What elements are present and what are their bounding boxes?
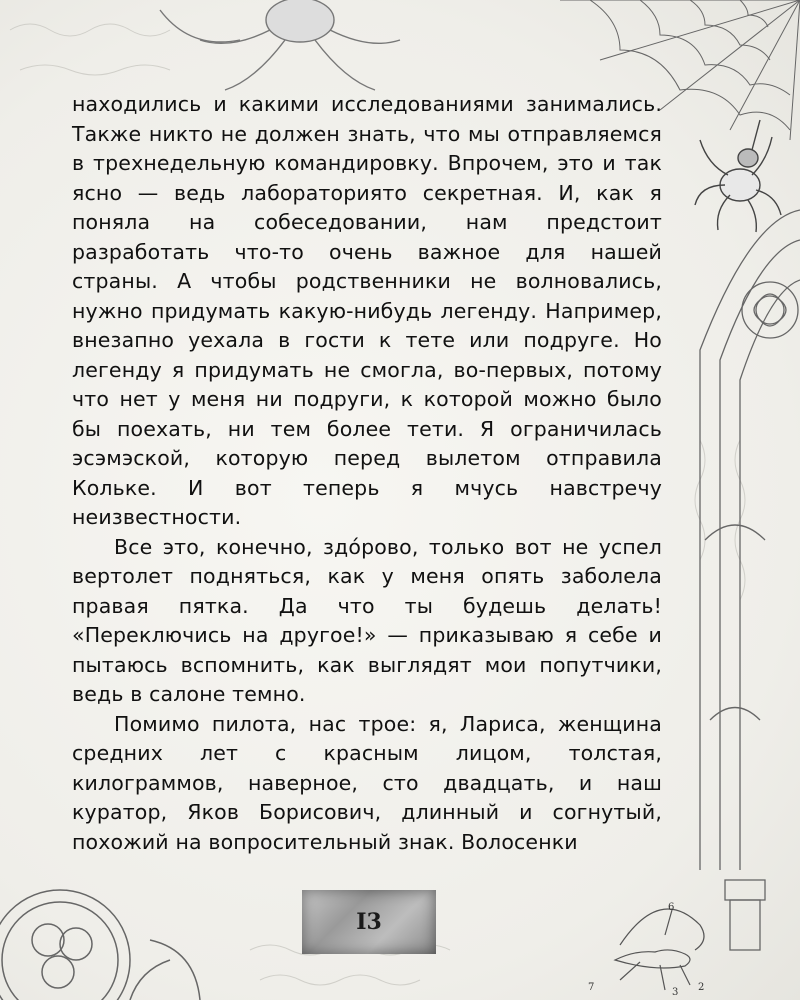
gothic-window-icon	[700, 210, 800, 950]
paragraph-3: Помимо пилота, нас трое: я, Лариса, женщина средних лет с красным лицом, толстая, килограммов, наверное, сто двадцать, и наш куратор, Яков Борисович, длинный и согнутый, похожий на вопросительный знак. Волосенки	[72, 711, 662, 854]
paragraph-1: находились и какими исследованиями занимались. Также никто не должен знать, что мы отправляемся в трехнедельную командировку. Впрочем, это и так ясно — ведь лабораториято секретная. И, как я поняла на собеседовании, нам предстоит разработать что-то очень важное для нашей страны. А чтобы родственники не волновались, нужно придумать какую-нибудь легенду. Например, внезапно уехала в гости к тете или подруге. Но легенду я придумать не смогла, во-первых, потому что нет у меня ни подруги, к которой можно было бы поехать, ни тем более тети. Я ограничилась эсэмэской, которую перед вылетом отправила Кольке. И вот теперь я мчусь навстречу неизвестности.	[72, 92, 662, 529]
top-spider-icon	[160, 0, 400, 90]
page-number: I3	[356, 909, 382, 935]
page-number-badge	[302, 890, 436, 954]
hanging-spider-icon	[695, 120, 781, 232]
sketch-number-6: 6	[668, 902, 675, 913]
trefoil-ornament-icon	[0, 890, 200, 1000]
sketch-number-2: 2	[698, 982, 705, 993]
paragraph-2: Все это, конечно, здóрово, только вот не успел вертолет подняться, как у меня опять заболела правая пятка. Да что ты будешь делать! «Переключись на другое!» — приказываю я себе и пытаюсь вспомнить, как выглядят мои попутчики, ведь в салоне темно.	[72, 534, 662, 706]
body-text	[72, 90, 662, 857]
sketch-number-3: 3	[672, 987, 679, 998]
sketch-number-7: 7	[588, 982, 595, 993]
hand-sketch-icon	[615, 909, 704, 990]
